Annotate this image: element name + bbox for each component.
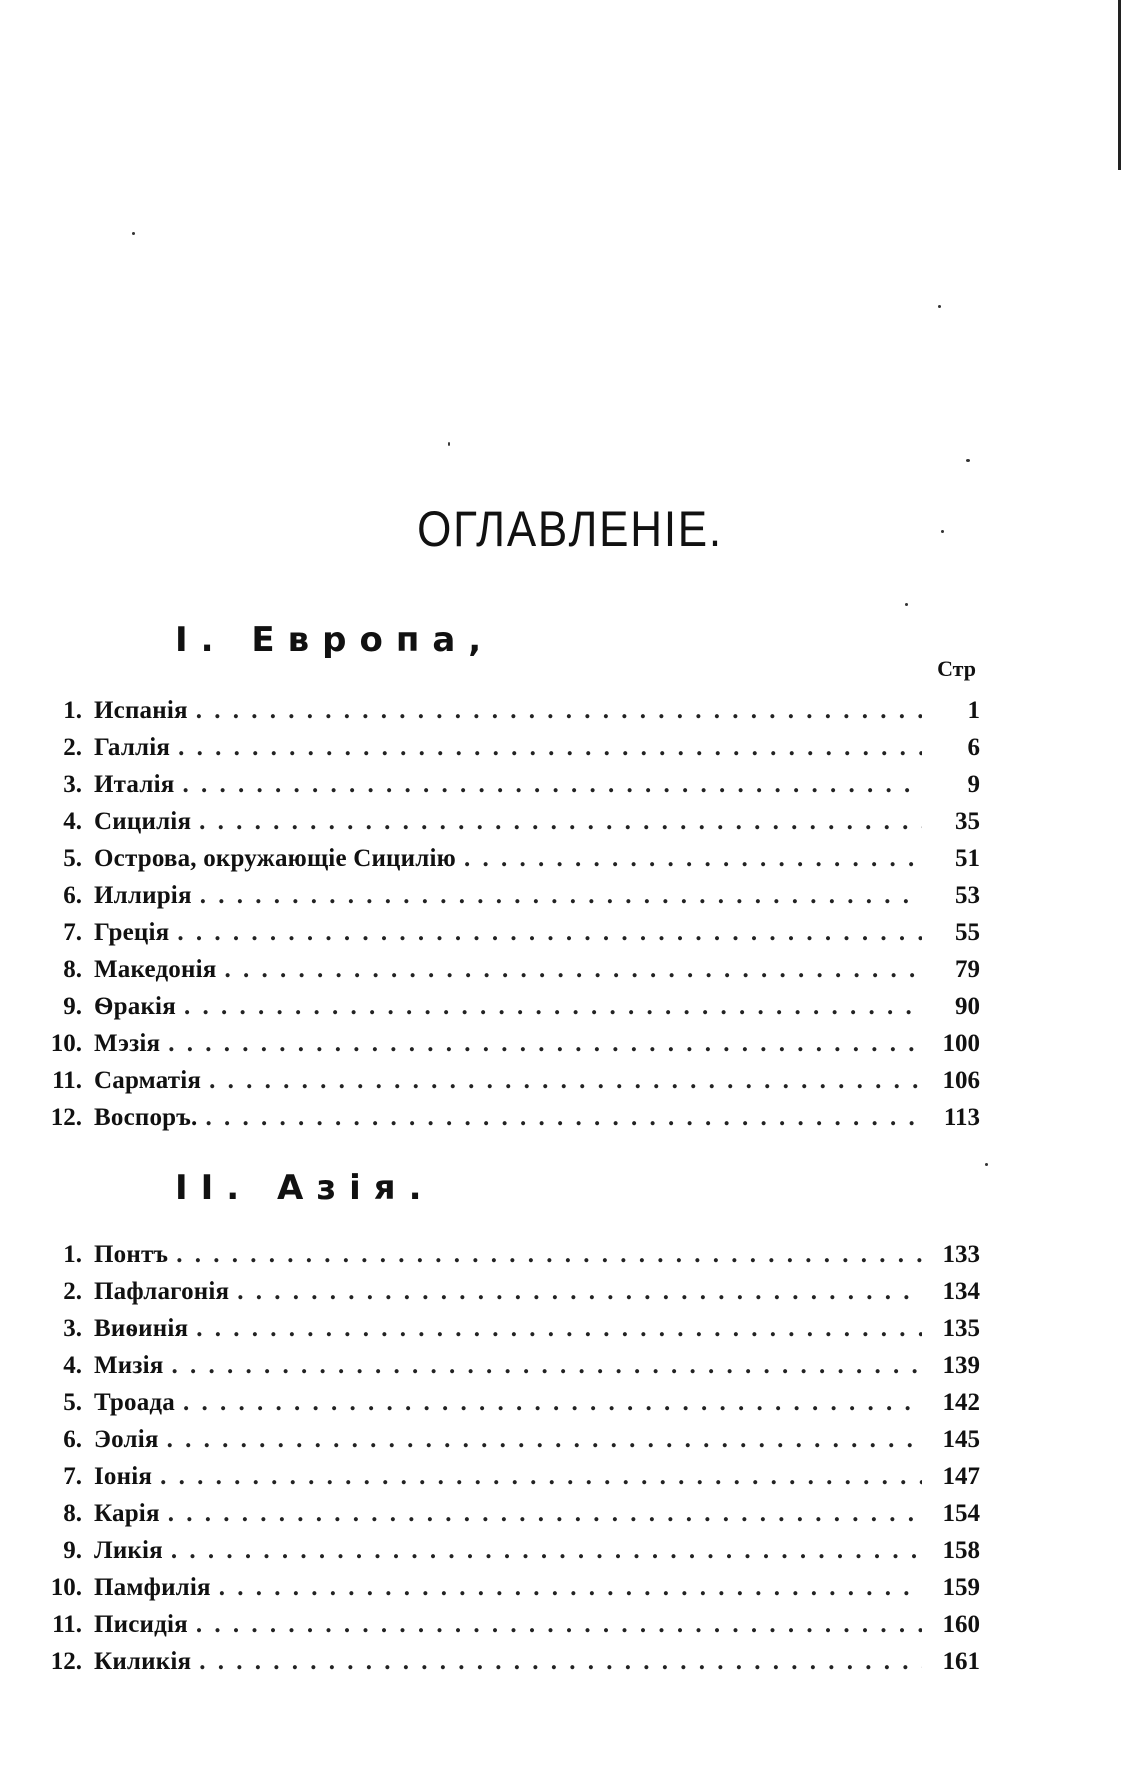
toc-entry <box>40 1025 980 1062</box>
entry-number: 4. <box>63 1352 82 1379</box>
print-speck <box>938 305 941 308</box>
toc-entry <box>40 1421 980 1458</box>
entry-number: 5. <box>63 1389 82 1416</box>
dot-leader <box>172 1347 922 1384</box>
toc-entry <box>40 803 980 840</box>
print-speck <box>448 442 450 446</box>
entry-page-number: 135 <box>942 1315 980 1342</box>
entry-number: 7. <box>63 919 82 946</box>
entry-page-number: 134 <box>942 1278 980 1305</box>
entry-number: 10. <box>50 1030 82 1057</box>
entry-number: 8. <box>63 956 82 983</box>
dot-leader <box>183 1384 922 1421</box>
print-speck <box>905 603 908 606</box>
toc-list-europe <box>40 692 980 1136</box>
dot-leader <box>199 1643 922 1680</box>
toc-entry <box>40 840 980 877</box>
entry-number: 1. <box>63 1241 82 1268</box>
entry-number: 3. <box>63 771 82 798</box>
entry-title: Ѳракія <box>94 993 176 1020</box>
toc-entry <box>40 1606 980 1643</box>
section-heading-europe: I. Европа, <box>175 620 495 660</box>
toc-entry <box>40 877 980 914</box>
dot-leader <box>177 914 922 951</box>
entry-number: 2. <box>63 734 82 761</box>
entry-page-number: 158 <box>942 1537 980 1564</box>
dot-leader <box>219 1569 922 1606</box>
entry-title: Памфилія <box>94 1574 211 1601</box>
dot-leader <box>176 1236 922 1273</box>
section-heading-asia: II. Азія. <box>175 1168 435 1208</box>
entry-number: 9. <box>63 993 82 1020</box>
entry-page-number: 90 <box>955 993 980 1020</box>
dot-leader <box>168 1495 922 1532</box>
entry-title: Пафлагонія <box>94 1278 230 1305</box>
entry-page-number: 35 <box>955 808 980 835</box>
toc-entry <box>40 988 980 1025</box>
entry-number: 1. <box>63 697 82 724</box>
entry-page-number: 133 <box>942 1241 980 1268</box>
print-speck <box>132 232 135 235</box>
entry-title: Иллирія <box>94 882 192 909</box>
entry-number: 10. <box>50 1574 82 1601</box>
entry-title: Виѳинія <box>94 1315 189 1342</box>
entry-title: Греція <box>94 919 170 946</box>
entry-number: 4. <box>63 808 82 835</box>
entry-page-number: 147 <box>942 1463 980 1490</box>
dot-leader <box>196 1606 922 1643</box>
toc-list-asia <box>40 1236 980 1680</box>
entry-number: 6. <box>63 1426 82 1453</box>
print-speck <box>985 1163 988 1166</box>
entry-page-number: 1 <box>967 697 980 724</box>
entry-page-number: 142 <box>942 1389 980 1416</box>
entry-page-number: 161 <box>942 1648 980 1675</box>
entry-number: 3. <box>63 1315 82 1342</box>
dot-leader <box>182 766 922 803</box>
dot-leader <box>209 1062 922 1099</box>
dot-leader <box>206 1099 922 1136</box>
entry-number: 9. <box>63 1537 82 1564</box>
entry-title: Сицилія <box>94 808 192 835</box>
dot-leader <box>464 840 922 877</box>
entry-page-number: 160 <box>942 1611 980 1638</box>
dot-leader <box>196 692 922 729</box>
print-speck <box>941 530 944 533</box>
entry-page-number: 51 <box>955 845 980 872</box>
entry-number: 11. <box>52 1067 82 1094</box>
entry-title: Острова, окружающіе Сицилію <box>94 845 456 872</box>
toc-entry <box>40 1384 980 1421</box>
toc-entry <box>40 1347 980 1384</box>
page-edge-rule <box>1118 0 1121 170</box>
toc-entry <box>40 1062 980 1099</box>
dot-leader <box>171 1532 922 1569</box>
entry-title: Эолія <box>94 1426 159 1453</box>
entry-title: Испанія <box>94 697 188 724</box>
entry-page-number: 154 <box>942 1500 980 1527</box>
toc-entry <box>40 951 980 988</box>
toc-entry <box>40 1569 980 1606</box>
toc-entry <box>40 692 980 729</box>
entry-page-number: 6 <box>967 734 980 761</box>
entry-page-number: 145 <box>942 1426 980 1453</box>
toc-entry <box>40 1643 980 1680</box>
entry-title: Іонія <box>94 1463 153 1490</box>
entry-title: Троада <box>94 1389 175 1416</box>
entry-title: Сарматія <box>94 1067 202 1094</box>
entry-page-number: 113 <box>943 1104 980 1131</box>
entry-title: Писидія <box>94 1611 188 1638</box>
dot-leader <box>160 1458 922 1495</box>
toc-entry <box>40 766 980 803</box>
dot-leader <box>168 1025 922 1062</box>
entry-title: Воспоръ. <box>94 1104 198 1131</box>
entry-page-number: 139 <box>942 1352 980 1379</box>
toc-entry <box>40 1532 980 1569</box>
entry-page-number: 9 <box>967 771 980 798</box>
dot-leader <box>184 988 922 1025</box>
entry-title: Македонія <box>94 956 217 983</box>
entry-number: 5. <box>63 845 82 872</box>
entry-title: Галлія <box>94 734 171 761</box>
toc-entry <box>40 914 980 951</box>
entry-page-number: 55 <box>955 919 980 946</box>
page-column-label: Стр <box>937 656 976 681</box>
dot-leader <box>237 1273 922 1310</box>
dot-leader <box>199 803 922 840</box>
toc-entry <box>40 1236 980 1273</box>
toc-entry <box>40 1495 980 1532</box>
entry-number: 11. <box>52 1611 82 1638</box>
entry-number: 7. <box>63 1463 82 1490</box>
print-speck <box>966 459 970 462</box>
entry-number: 2. <box>63 1278 82 1305</box>
entry-page-number: 159 <box>942 1574 980 1601</box>
entry-number: 6. <box>63 882 82 909</box>
dot-leader <box>178 729 922 766</box>
entry-page-number: 53 <box>955 882 980 909</box>
entry-page-number: 100 <box>942 1030 980 1057</box>
toc-entry <box>40 1458 980 1495</box>
page-title: ОГЛАВЛЕНІЕ. <box>417 501 723 557</box>
toc-entry <box>40 1099 980 1136</box>
toc-entry <box>40 729 980 766</box>
dot-leader <box>224 951 922 988</box>
entry-title: Ликія <box>94 1537 163 1564</box>
dot-leader <box>196 1310 922 1347</box>
entry-page-number: 106 <box>942 1067 980 1094</box>
toc-entry <box>40 1310 980 1347</box>
entry-title: Понтъ <box>94 1241 169 1268</box>
toc-entry <box>40 1273 980 1310</box>
entry-number: 8. <box>63 1500 82 1527</box>
dot-leader <box>200 877 922 914</box>
dot-leader <box>167 1421 922 1458</box>
entry-title: Италія <box>94 771 175 798</box>
entry-number: 12. <box>50 1648 82 1675</box>
entry-title: Карія <box>94 1500 160 1527</box>
entry-title: Мэзія <box>94 1030 161 1057</box>
entry-title: Киликія <box>94 1648 192 1675</box>
entry-number: 12. <box>50 1104 82 1131</box>
entry-page-number: 79 <box>955 956 980 983</box>
entry-title: Мизія <box>94 1352 164 1379</box>
